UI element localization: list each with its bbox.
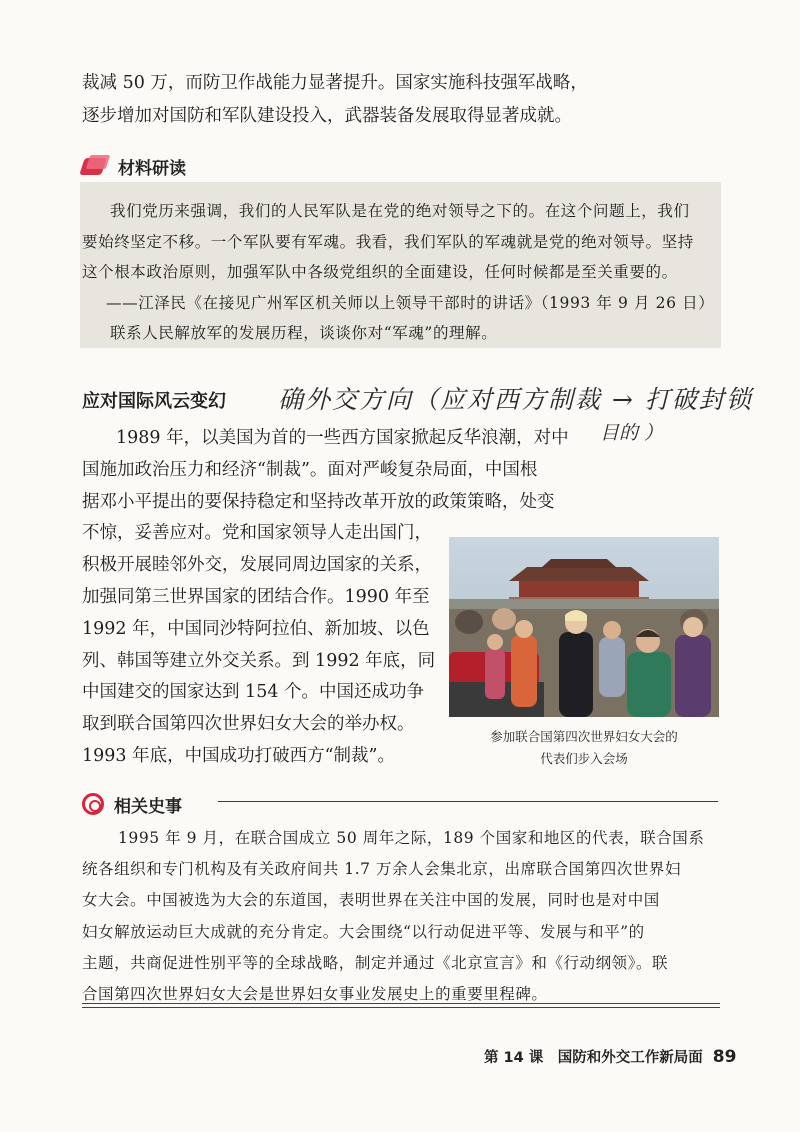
quote-source: ——江泽民《在接见广州军区机关师以上领导干部时的讲话》（1993 年 9 月 26 日） (106, 293, 715, 312)
history-text (82, 823, 704, 1010)
text-line: 裁减 50 万，而防卫作战能力显著提升。国家实施科技强军战略， (82, 73, 588, 93)
photo-caption (449, 726, 719, 770)
handwritten-note: 确外交方向（应对西方制裁 → 打破封锁 (278, 385, 753, 414)
material-heading-label: 材料研读 (118, 158, 186, 179)
photo-women-conference (449, 537, 719, 717)
divider (218, 801, 718, 802)
text-line: 合国第四次世界妇女大会是世界妇女事业发展史上的重要里程碑。 (82, 985, 548, 1004)
text-line: 女大会。中国被选为大会的东道国，表明世界在关注中国的发展，同时也是对中国 (82, 891, 660, 910)
text-line: 列、韩国等建立外交关系。到 1992 年底，同 (82, 650, 436, 671)
page-footer (484, 1046, 736, 1067)
text-line: 主题，共商促进性别平等的全球战略，制定并通过《北京宣言》和《行动纲领》。联 (82, 953, 669, 972)
text-line: 取到联合国第四次世界妇女大会的举办权。 (82, 714, 415, 735)
page-number: 89 (712, 1047, 737, 1067)
section-title: 应对国际风云变幻 (82, 391, 226, 412)
text-line: 逐步增加对国防和军队建设投入，武器装备发展取得显著成就。 (82, 106, 572, 126)
text-line: 据邓小平提出的要保持稳定和坚持改革开放的政策策略，处变 (82, 491, 555, 512)
text-line: 1993 年底，中国成功打破西方“制裁”。 (82, 745, 395, 766)
text-line: 1992 年，中国同沙特阿拉伯、新加坡、以色 (82, 618, 430, 639)
question-line: 联系人民解放军的发展历程，谈谈你对“军魂”的理解。 (110, 324, 498, 342)
text-line: 统各组织和专门机构及有关政府间共 1.7 万余人会集北京，出席联合国第四次世界妇 (82, 860, 682, 879)
text-line: 不惊，妥善应对。党和国家领导人走出国门， (82, 523, 432, 544)
text-line: 1995 年 9 月，在联合国成立 50 周年之际，189 个国家和地区的代表，联合国系 (118, 829, 705, 847)
quote-line: 要始终坚定不移。一个军队要有军魂。我看，我们军队的军魂就是党的绝对领导。坚持 (82, 232, 694, 251)
text-line: 中国建交的国家达到 154 个。中国还成功争 (82, 682, 425, 703)
material-heading (80, 152, 186, 180)
caption-line: 代表们步入会场 (540, 751, 628, 766)
lesson-title: 第 14 课 国防和外交工作新局面 (484, 1050, 703, 1066)
quote-line: 这个根本政治原则，加强军队中各级党组织的全面建设，任何时候都是至关重要的。 (82, 263, 678, 281)
text-line: 妇女解放运动巨大成就的充分肯定。大会围绕“以行动促进平等、发展与和平”的 (82, 922, 645, 941)
text-line: 1989 年，以美国为首的一些西方国家掀起反华浪潮，对中 (116, 428, 569, 448)
text-line: 加强同第三世界国家的团结合作。1990 年至 (82, 586, 430, 607)
quote-line: 我们党历来强调，我们的人民军队是在党的绝对领导之下的。在这个问题上，我们 (110, 202, 690, 220)
book-icon (80, 154, 110, 178)
photo-illustration (449, 537, 719, 717)
text-line: 积极开展睦邻外交，发展同周边国家的关系， (82, 555, 432, 576)
history-heading (82, 791, 182, 817)
caption-line: 参加联合国第四次世界妇女大会的 (490, 729, 678, 744)
handwritten-note-continued: 目的 ） (600, 422, 664, 444)
text-line: 国施加政治压力和经济“制裁”。面对严峻复杂局面，中国根 (82, 459, 538, 480)
material-quote (82, 196, 715, 349)
intro-paragraph (82, 67, 588, 133)
divider-double (82, 1003, 720, 1008)
history-heading-label: 相关史事 (114, 796, 182, 817)
swirl-icon (82, 793, 104, 815)
